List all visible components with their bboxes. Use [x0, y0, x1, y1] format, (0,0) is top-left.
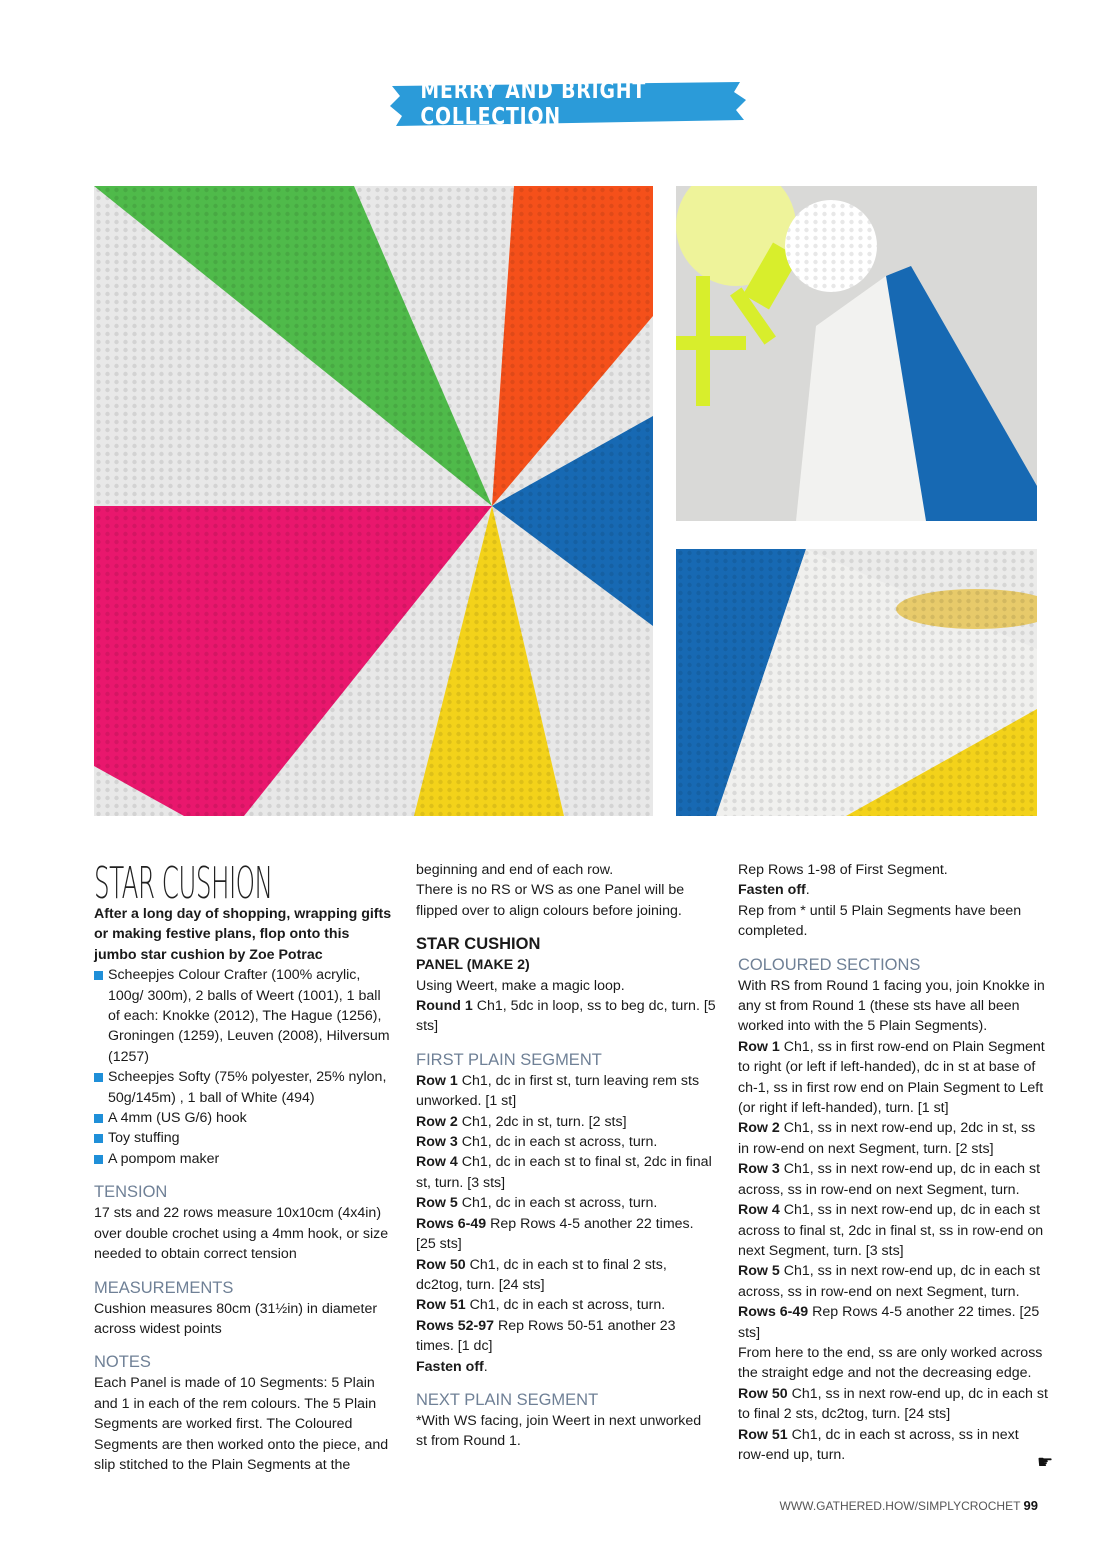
tension-heading: TENSION — [94, 1183, 168, 1202]
instruction-row — [416, 1295, 716, 1315]
instruction-row — [416, 1316, 716, 1357]
list-item: A pompom maker — [94, 1149, 394, 1169]
row-text: Ch1, dc in each st across, ss in next row-end up, turn. — [738, 1426, 1019, 1463]
column-1 — [94, 860, 394, 1475]
row-text: Ch1, dc in each st across, turn. — [457, 1134, 658, 1151]
instruction-row — [738, 1037, 1048, 1119]
next-plain-segment-text: *With WS facing, join Weert in next unworked st from Round 1. — [416, 1412, 702, 1450]
panel-heading: PANEL (MAKE 2) — [416, 957, 530, 974]
pompom-point-photo — [676, 186, 1037, 521]
row-text: Ch1, dc in each st to final 2 sts, dc2tog, turn. [24 sts] — [416, 1256, 667, 1293]
repeat-text-2: Rep from * until 5 Plain Segments have been completed. — [738, 902, 1022, 940]
row-label: Row 51 — [738, 1426, 788, 1443]
stitch-note: From here to the end, ss are only worked across the straight edge and not the decreasing edge. — [738, 1344, 1043, 1382]
row-label: Row 2 — [416, 1113, 458, 1130]
row-text: Ch1, ss in next row-end up, dc in each st across, ss in row-end on next Segment, turn. — [738, 1263, 1041, 1300]
row-label: Rows 6-49 — [416, 1215, 487, 1232]
instruction-row — [738, 1118, 1048, 1159]
row-text: Ch1, ss in first row-end on Plain Segment to right (or left if left-handed), dc in st at base of ch-1, ss in first row end on Plain Segment to Left (or right if left-handed), turn. [1 st] — [738, 1038, 1045, 1117]
notes-text: Each Panel is made of 10 Segments: 5 Plain and 1 in each of the rem colours. The 5 Plain Segments are worked first. The Coloured Segments are then worked onto the piece, and slip stitched to the Plain Segments at the — [94, 1375, 389, 1473]
list-item: Scheepjes Colour Crafter (100% acrylic, 100g/ 300m), 2 balls of Weert (1001), 1 ball of each: Knokke (2012), The Hague (1256), Groningen (1259), Leuven (2008), Hilversum (1257) — [94, 965, 394, 1067]
row-text: Ch1, dc in each st to final st, 2dc in final st, turn. [3 sts] — [416, 1154, 712, 1191]
instruction-row — [416, 1071, 716, 1112]
row-text: Ch1, ss in next row-end up, dc in each st across to final st, 2dc in final st, ss in row-end on next Segment, turn. [3 sts] — [738, 1202, 1044, 1259]
instruction-row — [416, 1214, 716, 1255]
fasten-label: Fasten off — [416, 1358, 484, 1375]
pointing-hand-icon: ☛ — [1037, 1452, 1054, 1472]
instruction-row — [738, 1425, 1048, 1466]
row-label: Row 5 — [416, 1195, 458, 1212]
list-item: Scheepjes Softy (75% polyester, 25% nylon, 50g/145m) , 1 ball of White (494) — [94, 1067, 394, 1108]
row-label: Row 51 — [416, 1297, 466, 1314]
banner-text: MERRY AND BRIGHT COLLECTION — [420, 78, 647, 130]
column-2 — [416, 860, 716, 1452]
row-text: Rep Rows 50-51 another 23 times. [1 dc] — [416, 1317, 676, 1355]
first-segment-rows — [416, 1071, 716, 1357]
fasten-label: Fasten off — [738, 882, 806, 899]
page-footer — [760, 1498, 1038, 1513]
instruction-row — [738, 1302, 1048, 1343]
row-text: Ch1, ss in next row-end up, dc in each st to final 2 sts, dc2tog, turn. [24 sts] — [738, 1385, 1048, 1423]
instruction-row — [416, 1152, 716, 1193]
list-item: Toy stuffing — [94, 1128, 394, 1148]
first-plain-segment-heading: FIRST PLAIN SEGMENT — [416, 1050, 602, 1069]
row-text: Ch1, 5dc in loop, ss to beg dc, turn. [5 sts] — [416, 998, 716, 1035]
row-label: Row 2 — [738, 1120, 780, 1137]
instruction-row — [738, 1159, 1048, 1200]
row-label: Round 1 — [416, 998, 473, 1015]
row-label: Row 3 — [738, 1161, 780, 1178]
instruction-row — [416, 1112, 716, 1132]
notes-continued-2: There is no RS or WS as one Panel will be flipped over to align colours before joining. — [416, 882, 685, 919]
coloured-rows-final — [738, 1384, 1048, 1466]
row-label: Row 4 — [416, 1154, 458, 1171]
next-plain-segment-heading: NEXT PLAIN SEGMENT — [416, 1390, 599, 1409]
row-label: Rows 6-49 — [738, 1304, 809, 1321]
instruction-row — [738, 1200, 1048, 1261]
row-text: Rep Rows 4-5 another 22 times. [25 sts] — [416, 1215, 694, 1253]
repeat-text: Rep Rows 1-98 of First Segment. — [738, 862, 948, 878]
row-text: Ch1, 2dc in st, turn. [2 sts] — [457, 1113, 627, 1130]
round-1-instruction — [416, 996, 716, 1037]
instruction-row — [416, 1255, 716, 1296]
pattern-heading: STAR CUSHION — [416, 935, 541, 954]
row-text: Ch1, ss in next row-end up, 2dc in st, ss in row-end on next Segment, turn. [2 sts] — [738, 1120, 1036, 1157]
instruction-row — [738, 1261, 1048, 1302]
coloured-sections-intro: With RS from Round 1 facing you, join Knokke in any st from Round 1 (these sts have all been worked into with the 5 Plain Segments). — [738, 977, 1045, 1035]
cushion-edge-photo — [676, 549, 1037, 816]
row-text: Ch1, dc in first st, turn leaving rem sts unworked. [1 st] — [416, 1072, 700, 1110]
list-item: A 4mm (US G/6) hook — [94, 1108, 394, 1128]
fasten-off — [416, 1357, 716, 1377]
column-3 — [738, 860, 1048, 1465]
collection-banner — [388, 80, 748, 128]
row-label: Row 3 — [416, 1134, 458, 1151]
row-label: Row 1 — [416, 1072, 458, 1089]
fasten-off — [738, 880, 1048, 900]
intro-text: After a long day of shopping, wrapping gifts or making festive plans, flop onto this jumbo star cushion by Zoe Potrac — [94, 906, 392, 963]
fasten-dot: . — [805, 882, 810, 899]
coloured-rows — [738, 1037, 1048, 1343]
row-label: Row 5 — [738, 1263, 780, 1280]
measurements-text: Cushion measures 80cm (31½in) in diameter across widest points — [94, 1300, 378, 1337]
row-text: Ch1, ss in next row-end up, dc in each st across, ss in row-end on next Segment, turn. — [738, 1161, 1041, 1198]
magic-loop-text: Using Weert, make a magic loop. — [416, 977, 625, 994]
page-number: 99 — [1023, 1498, 1038, 1513]
row-label: Row 1 — [738, 1038, 780, 1055]
fasten-dot: . — [483, 1358, 488, 1375]
instruction-row — [416, 1132, 716, 1152]
measurements-heading: MEASUREMENTS — [94, 1278, 234, 1297]
row-label: Row 50 — [416, 1256, 466, 1273]
row-text: Ch1, dc in each st across, turn. — [457, 1195, 658, 1212]
row-label: Rows 52-97 — [416, 1317, 495, 1334]
row-label: Row 50 — [738, 1385, 788, 1402]
tension-text: 17 sts and 22 rows measure 10x10cm (4x4in) over double crochet using a 4mm hook, or size needed to obtain correct tension — [94, 1205, 389, 1263]
footer-url: WWW.GATHERED.HOW/SIMPLYCROCHET — [779, 1499, 1021, 1513]
main-cushion-photo — [94, 186, 653, 816]
row-text: Rep Rows 4-5 another 22 times. [25 sts] — [738, 1304, 1040, 1341]
instruction-row — [738, 1384, 1048, 1425]
notes-continued: beginning and end of each row. — [416, 862, 614, 878]
coloured-sections-heading: COLOURED SECTIONS — [738, 955, 921, 974]
row-label: Row 4 — [738, 1202, 780, 1219]
instruction-row — [416, 1193, 716, 1213]
materials-list — [94, 965, 394, 1169]
row-text: Ch1, dc in each st across, turn. — [465, 1297, 666, 1314]
notes-heading: NOTES — [94, 1353, 151, 1372]
article-title: STAR CUSHION — [94, 858, 273, 909]
